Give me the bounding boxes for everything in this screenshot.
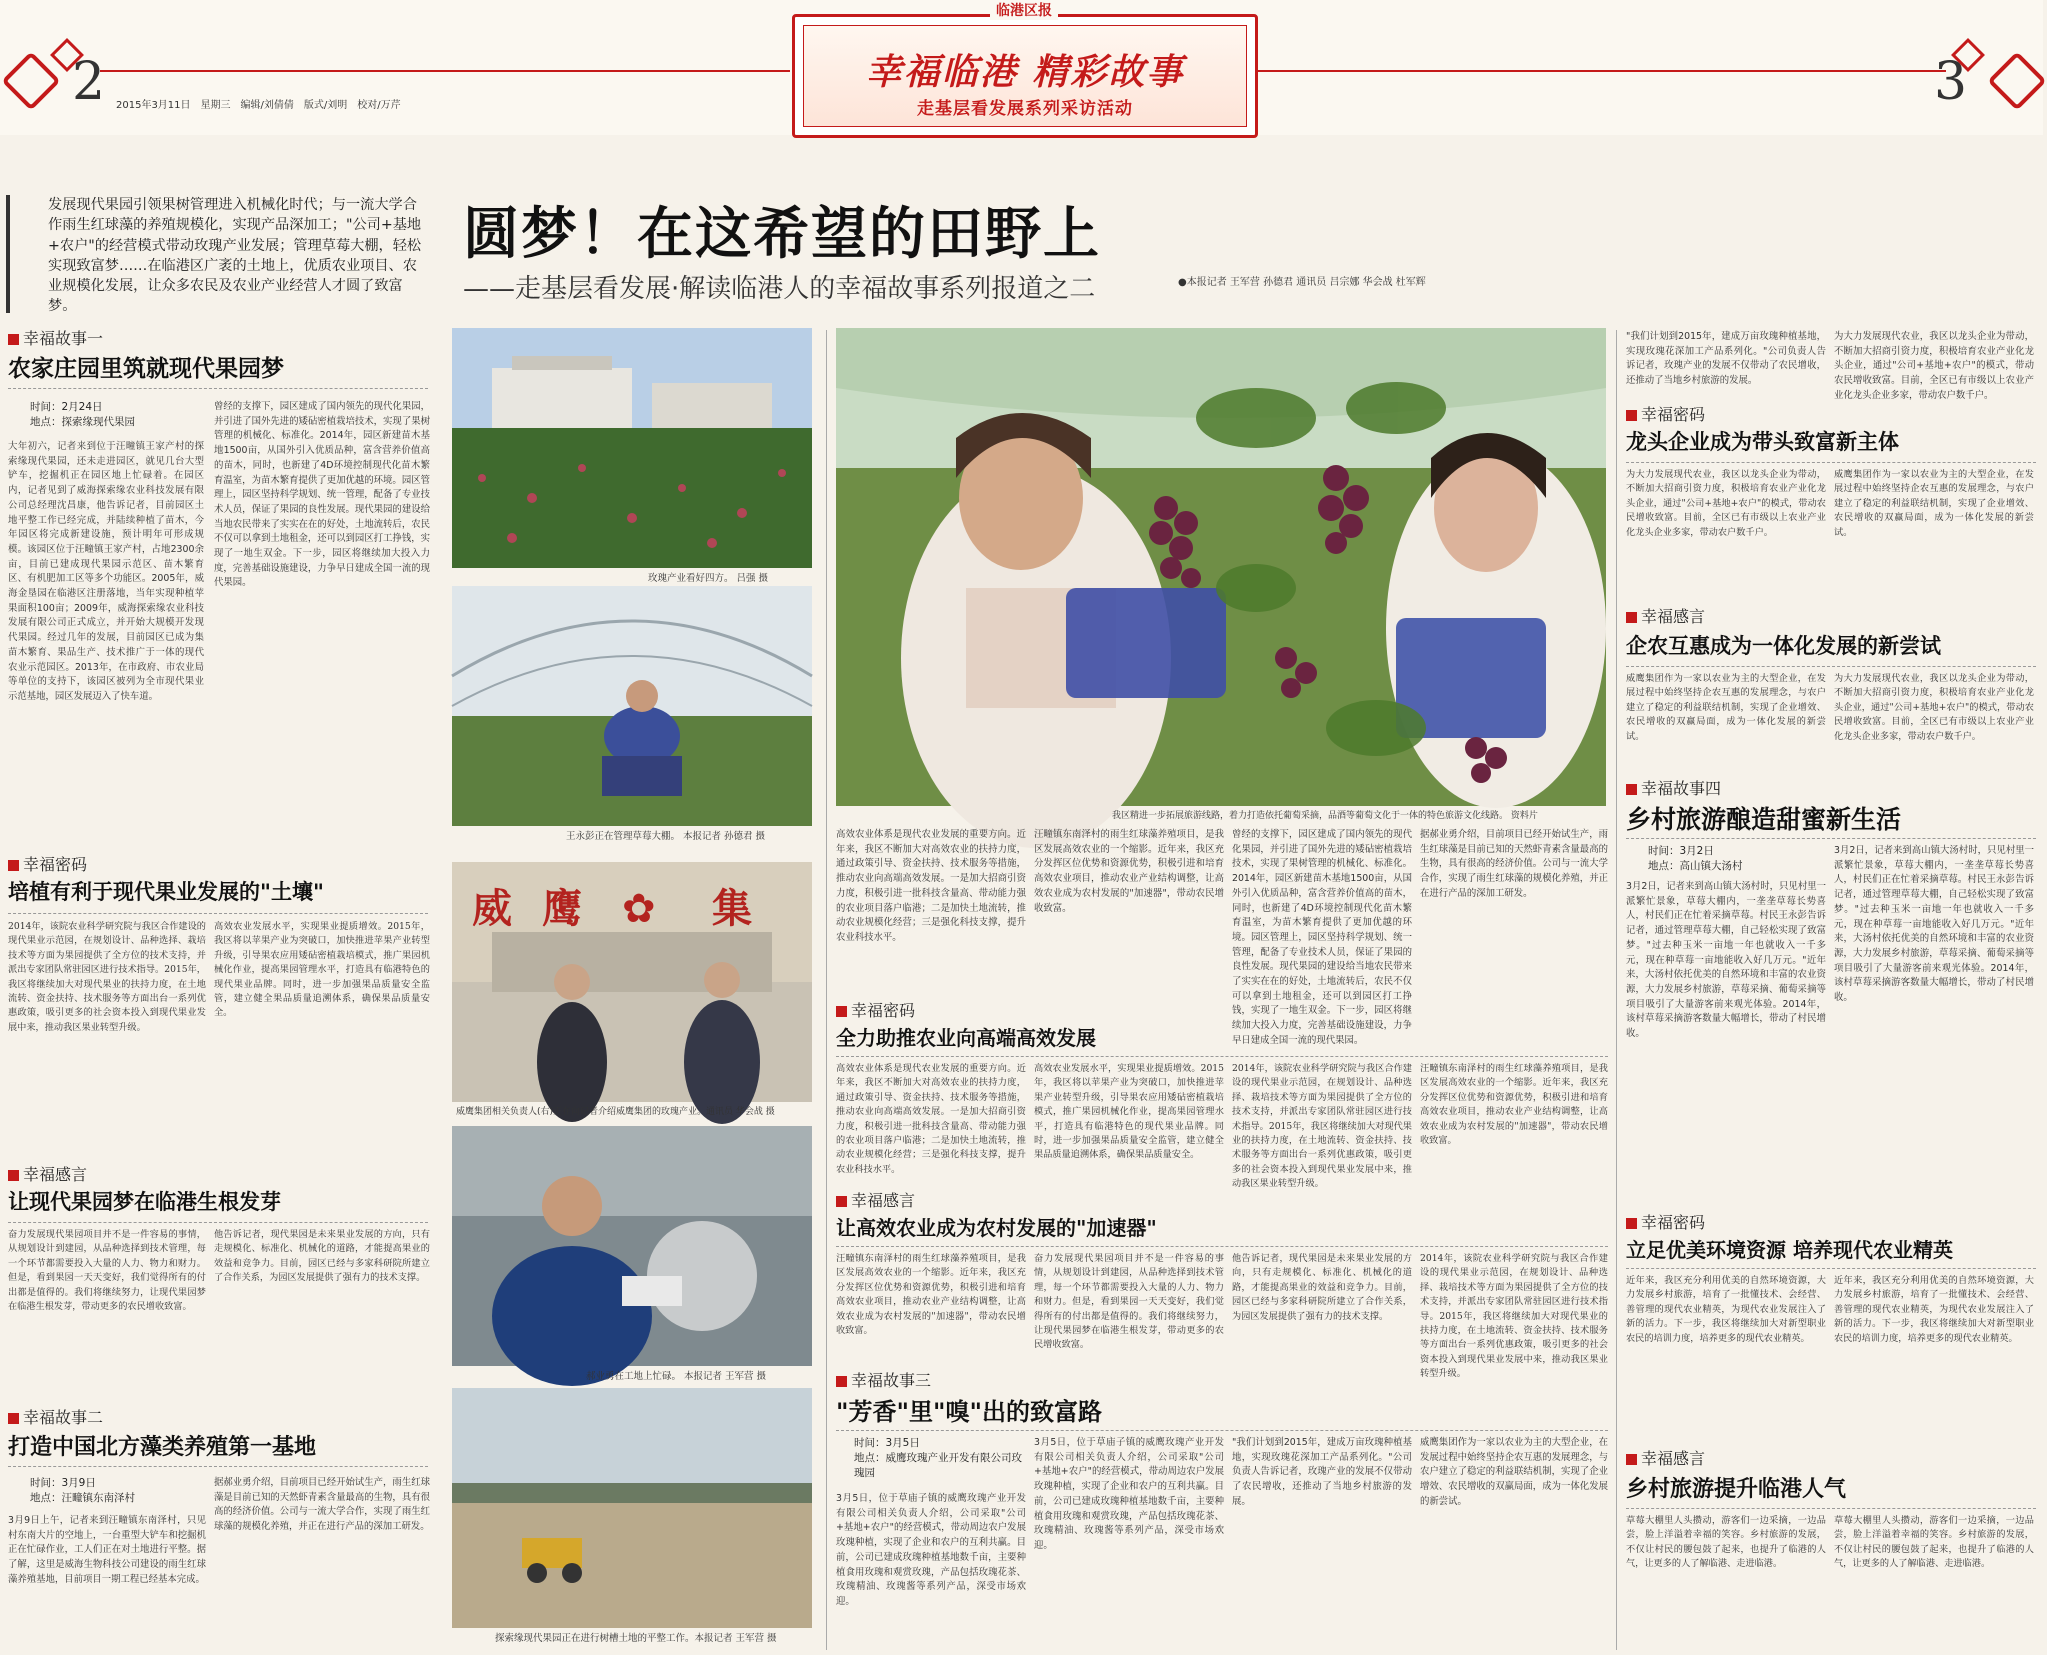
article-text: 为大力发展现代农业，我区以龙头企业为带动，不断加大招商引资力度，积极培育农业产业化龙头企业，通过"公司+基地+农户"的模式，带动农民增收致富。目前，全区已有市级以上农业产业化龙头企业多家，带动农户数千户。 <box>1626 469 1826 538</box>
column-divider <box>826 330 827 1650</box>
section-title: 全力助推农业向高端高效发展 <box>836 1026 1096 1050</box>
section-title: 让高效农业成为农村发展的"加速器" <box>836 1216 1157 1240</box>
article-text: 3月5日，位于草庙子镇的威鹰玫瑰产业开发有限公司相关负责人介绍，公司采取"公司+基地+农户"的经营模式，带动周边农户发展玫瑰种植，实现了企业和农户的互利共赢。目前，公司已建成玫瑰种植基地数千亩，主要种植食用玫瑰和观赏玫瑰，产品包括玫瑰花茶、玫瑰精油、玫瑰酱等系列产品，深受市场欢迎。 <box>1034 1437 1224 1551</box>
article-text: 威鹰集团作为一家以农业为主的大型企业，在发展过程中始终坚持企农互惠的发展理念，与农户建立了稳定的利益联结机制，实现了企业增效、农民增收的双赢局面，成为一体化发展的新尝试。 <box>1420 1437 1608 1507</box>
section-title: 农家庄园里筑就现代果园梦 <box>8 356 284 382</box>
section-kicker: 幸福感言 <box>1626 1446 1705 1469</box>
article-text: 曾经的支撑下，园区建成了国内领先的现代化果园，并引进了国外先进的矮砧密植栽培技术，实现了果树管理的机械化、标准化。2014年，园区新建苗木基地1500亩，从国外引入优质品种，富含营养价值高的苗木，同时，也新建了4D环境控制现代化苗木繁育温室，为苗木繁育提供了更加优越的环境。园区管理上，园区坚持科学规划、统一管理，配备了专业技术人员，保证了果园的良性发展。现代果园的建设给当地农民带来了实实在在的好处，土地流转后，农民不仅可以拿到土地租金，还可以到园区打工挣钱，实现了一地生双金。下一步，园区将继续加大投入力度，完善基础设施建设，力争早日建成全国一流的现代果园。 <box>1232 829 1412 1046</box>
photo-loader <box>452 1388 812 1628</box>
newspaper-logo: 临港区报 <box>990 0 1058 20</box>
svg-text:鹰: 鹰 <box>542 886 582 932</box>
byline: ●本报记者 王军营 孙德君 通讯员 吕宗娜 华会战 杜军辉 <box>1178 277 1426 288</box>
article-text: 3月5日，位于草庙子镇的威鹰玫瑰产业开发有限公司相关负责人介绍，公司采取"公司+基地+农户"的经营模式，带动周边农户发展玫瑰种植，实现了企业和农户的互利共赢。目前，公司已建成玫瑰种植基地数千亩，主要种植食用玫瑰和观赏玫瑰，产品包括玫瑰花茶、玫瑰精油、玫瑰酱等系列产品，深受市场欢迎。 <box>836 1493 1026 1607</box>
photo-caption: 探索缘现代果园正在进行树槽土地的平整工作。本报记者 王军营 摄 <box>495 1633 777 1644</box>
photo-weiying-group <box>452 862 812 1102</box>
page-number-left: 2 <box>72 52 106 112</box>
article-text: 高效农业发展水平，实现果业提质增效。2015年，我区将以苹果产业为突破口，加快推进苹果产业转型升级，引导果农应用矮砧密植栽培模式，推广果园机械化作业，提高果园管理水平，打造具有临港特色的现代果业品牌。同时，进一步加强果品质量安全监管，建立健全果品质量追溯体系，确保果品质量安全。 <box>214 921 430 1019</box>
photo-grape-picking <box>836 328 1606 806</box>
section-kicker: 幸福故事三 <box>836 1368 931 1391</box>
column-divider <box>1616 330 1617 1650</box>
article-text: 威鹰集团作为一家以农业为主的大型企业，在发展过程中始终坚持企农互惠的发展理念，与农户建立了稳定的利益联结机制，实现了企业增效、农民增收的双赢局面，成为一体化发展的新尝试。 <box>1626 673 1826 742</box>
article-text: 奋力发展现代果园项目并不是一件容易的事情，从规划设计到建园，从品种选择到技术管理，每一个环节都需要投入大量的人力、物力和财力。但是，看到果园一天天变好，我们觉得所有的付出都是值得的。我们将继续努力，让现代果园梦在临港生根发芽，带动更多的农民增收致富。 <box>1034 1253 1224 1351</box>
time-place: 时间：3月5日 地点：威鹰玫瑰产业开发有限公司玫瑰园 <box>854 1437 1022 1479</box>
section-title: "芳香"里"嗅"出的致富路 <box>836 1398 1103 1426</box>
section-title: 培植有利于现代果业发展的"土壤" <box>8 880 324 904</box>
article-text: 他告诉记者，现代果园是未来果业发展的方向，只有走规模化、标准化、机械化的道路，才能提高果业的效益和竞争力。目前，园区已经与多家科研院所建立了合作关系，为园区发展提供了强有力的技术支撑。 <box>1232 1253 1412 1322</box>
article-text: 曾经的支撑下，园区建成了国内领先的现代化果园，并引进了国外先进的矮砧密植栽培技术，实现了果树管理的机械化、标准化。2014年，园区新建苗木基地1500亩，从国外引入优质品种，富含营养价值高的苗木，同时，也新建了4D环境控制现代化苗木繁育温室，为苗木繁育提供了更加优越的环境。园区管理上，园区坚持科学规划、统一管理，配备了专业技术人员，保证了果园的良性发展。现代果园的建设给当地农民带来了实实在在的好处，土地流转后，农民不仅可以拿到土地租金，还可以到园区打工挣钱，实现了一地生双金。下一步，园区将继续加大投入力度，完善基础设施建设，力争早日建成全国一流的现代果园。 <box>214 401 430 589</box>
article-text: 高效农业发展水平，实现果业提质增效。2015年，我区将以苹果产业为突破口，加快推进苹果产业转型升级，引导果农应用矮砧密植栽培模式，推广果园机械化作业，提高果园管理水平，打造具有临港特色的现代果业品牌。同时，进一步加强果品质量安全监管，建立健全果品质量追溯体系，确保果品质量安全。 <box>1034 1063 1224 1161</box>
section-kicker: 幸福故事四 <box>1626 776 1721 799</box>
page-subheadline: ——走基层看发展·解读临港人的幸福故事系列报道之二 <box>463 274 1096 304</box>
article-text: 大年初六，记者来到位于汪疃镇王家产村的探索缘现代果园，还未走进园区，就见几台大型铲车，挖掘机正在园区地上忙碌着。在园区内，记者见到了威海探索缘农业科技发展有限公司总经理沈昌康，他告诉记者，目前园区土地平整工作已经完成，并陆续种植了苗木，今年园区将完成新建设施，预计明年可形成规模。该园区位于汪疃镇王家产村，占地2300余亩，目前已建成现代果园示范区、苗木繁育区、有机肥加工区等多个功能区。2005年，威海金垦园在临港区注册落地，当年实现种植苹果面积100亩；2009年，威海探索缘农业科技发展有限公司正式成立，并开始大规模开发现代果园。经过几年的发展，目前园区已成为集苗木繁育、果品生产、技术推广于一体的现代农业示范园区。2013年，在市政府、市农业局等单位的支持下，该园区被列为全市现代果业示范基地，园区发展迈入了快车道。 <box>8 441 204 702</box>
section-title: 让现代果园梦在临港生根发芽 <box>8 1190 281 1214</box>
article-text: 草莓大棚里人头攒动，游客们一边采摘，一边品尝，脸上洋溢着幸福的笑容。乡村旅游的发展，不仅让村民的腰包鼓了起来，也提升了临港的人气，让更多的人了解临港、走进临港。 <box>1834 1515 2034 1570</box>
time-place: 时间：2月24日 地点：探索缘现代果园 <box>30 401 135 428</box>
photo-saw-worker <box>452 1126 812 1366</box>
article-text: 2014年，该院农业科学研究院与我区合作建设的现代果业示范园，在规划设计、品种选择、栽培技术等方面为果园提供了全方位的技术支持，并派出专家团队常驻园区进行技术指导。2015年，我区将继续加大对现代果业的扶持力度，在土地流转、资金扶持、技术服务等方面出台一系列优惠政策，吸引更多的社会资本投入到现代果业发展中来，推动我区果业转型升级。 <box>8 921 206 1033</box>
section-title: 乡村旅游酿造甜蜜新生活 <box>1626 805 1902 834</box>
section-banner <box>792 14 1258 138</box>
photo-caption: 威鹰集团相关负责人(右)正在向记者介绍威鹰集团的玫瑰产业。通讯员 华会战 摄 <box>456 1107 775 1117</box>
article-text: 高效农业体系是现代农业发展的重要方向。近年来，我区不断加大对高效农业的扶持力度，通过政策引导、资金扶持、技术服务等措施，推动农业向高端高效发展。一是加大招商引资力度，积极引进一批科技含量高、带动能力强的农业项目落户临港；二是加快土地流转，推动农业规模化经营；三是强化科技支撑，提升农业科技水平。 <box>836 829 1026 943</box>
article-text: 他告诉记者，现代果园是未来果业发展的方向，只有走规模化、标准化、机械化的道路，才能提高果业的效益和竞争力。目前，园区已经与多家科研院所建立了合作关系，为园区发展提供了强有力的技术支撑。 <box>214 1229 430 1284</box>
masthead-rule-right <box>1256 70 1946 72</box>
section-title: 立足优美环境资源 培养现代农业精英 <box>1626 1238 1953 1262</box>
dashed-rule <box>8 1466 428 1467</box>
article-text: 汪疃镇东南泽村的雨生红球藻养殖项目，是我区发展高效农业的一个缩影。近年来，我区充分发挥区位优势和资源优势，积极引进和培育高效农业项目，推动农业产业结构调整，让高效农业成为农村发展的"加速器"，带动农民增收致富。 <box>1420 1063 1608 1147</box>
article-text: 近年来，我区充分利用优美的自然环境资源，大力发展乡村旅游，培育了一批懂技术、会经营、善管理的现代农业精英，为现代农业发展注入了新的活力。下一步，我区将继续加大对新型职业农民的培训力度，培养更多的现代农业精英。 <box>1626 1275 1826 1344</box>
masthead-rule-left <box>100 70 790 72</box>
article-text: "我们计划到2015年，建成万亩玫瑰种植基地，实现玫瑰花深加工产品系列化。"公司负责人告诉记者，玫瑰产业的发展不仅带动了农民增收，还推动了当地乡村旅游的发展。 <box>1232 1437 1412 1507</box>
article-text: 据郝业勇介绍，目前项目已经开始试生产，雨生红球藻是目前已知的天然虾青素含量最高的生物，具有很高的经济价值。公司与一流大学合作，实现了雨生红球藻的规模化养殖，并正在进行产品的深加工研发。 <box>214 1477 430 1533</box>
dashed-rule <box>836 1246 1608 1247</box>
article-text: 威鹰集团作为一家以农业为主的大型企业，在发展过程中始终坚持企农互惠的发展理念，与农户建立了稳定的利益联结机制，实现了企业增效、农民增收的双赢局面，成为一体化发展的新尝试。 <box>1834 469 2034 538</box>
article-text: 2014年，该院农业科学研究院与我区合作建设的现代果业示范园，在规划设计、品种选择、栽培技术等方面为果园提供了全方位的技术支持，并派出专家团队常驻园区进行技术指导。2015年，我区将继续加大对现代果业的扶持力度，在土地流转、资金扶持、技术服务等方面出台一系列优惠政策，吸引更多的社会资本投入到现代果业发展中来，推动我区果业转型升级。 <box>1232 1063 1412 1190</box>
dashed-rule <box>836 1056 1608 1057</box>
article-text: 高效农业体系是现代农业发展的重要方向。近年来，我区不断加大对高效农业的扶持力度，通过政策引导、资金扶持、技术服务等措施，推动农业向高端高效发展。一是加大招商引资力度，积极引进一批科技含量高、带动能力强的农业项目落户临港；二是加快土地流转，推动农业规模化经营；三是强化科技支撑，提升农业科技水平。 <box>836 1063 1026 1175</box>
section-title: 乡村旅游提升临港人气 <box>1626 1477 1847 1502</box>
article-text: 为大力发展现代农业，我区以龙头企业为带动，不断加大招商引资力度，积极培育农业产业化龙头企业，通过"公司+基地+农户"的模式，带动农民增收致富。目前，全区已有市级以上农业产业化龙头企业多家，带动农户数千户。 <box>1834 331 2034 401</box>
page-headline: 圆梦！在这希望的田野上 <box>463 202 1101 267</box>
intro-summary: 发展现代果园引领果树管理进入机械化时代；与一流大学合作雨生红球藻的养殖规模化，实现产品深加工；"公司+基地+农户"的经营模式带动玫瑰产业发展；管理草莓大棚，轻松实现致富梦……在临港区广袤的土地上，优质农业项目、农业规模化发展，让众多农民及农业产业经营人才圆了致富梦。 <box>6 195 426 313</box>
svg-text:集: 集 <box>712 886 752 932</box>
dashed-rule <box>8 913 428 914</box>
article-text: 汪疃镇东南泽村的雨生红球藻养殖项目，是我区发展高效农业的一个缩影。近年来，我区充分发挥区位优势和资源优势，积极引进和培育高效农业项目，推动农业产业结构调整，让高效农业成为农村发展的"加速器"，带动农民增收致富。 <box>836 1253 1026 1337</box>
article-text: 近年来，我区充分利用优美的自然环境资源，大力发展乡村旅游，培育了一批懂技术、会经营、善管理的现代农业精英，为现代农业发展注入了新的活力。下一步，我区将继续加大对新型职业农民的培训力度，培养更多的现代农业精英。 <box>1834 1275 2034 1344</box>
section-title: 龙头企业成为带头致富新主体 <box>1626 430 1899 454</box>
article-text: 3月2日，记者来到高山镇大汤村时，只见村里一派繁忙景象，草莓大棚内，一垄垄草莓长势喜人，村民们正在忙着采摘草莓。村民王永彭告诉记者，通过管理草莓大棚，自己轻松实现了致富梦。"过去种玉米一亩地一年也就收入一千多元，现在种草莓一亩地能收入好几万元。"近年来，大汤村依托优美的自然环境和丰富的农业资源，大力发展乡村旅游，草莓采摘、葡萄采摘等项目吸引了大量游客前来观光体验。2014年，该村草莓采摘游客数量大幅增长，带动了村民增收。 <box>1834 845 2034 1004</box>
issue-meta: 2015年3月11日 星期三 编辑/刘倩倩 版式/刘明 校对/万芹 <box>116 100 401 111</box>
dashed-rule <box>8 1222 428 1223</box>
article-text: 3月9日上午，记者来到汪疃镇东南泽村，只见村东南大片的空地上，一台重型大铲车和挖掘机正在忙碌作业，工人们正在对土地进行平整。据了解，这里是威海生物科技公司建设的雨生红球藻养殖基地，目前项目一期工程已经基本完成。 <box>8 1515 206 1585</box>
section-title: 企农互惠成为一体化发展的新尝试 <box>1626 634 1941 658</box>
photo-caption: 王永彭正在管理草莓大棚。 本报记者 孙德君 摄 <box>566 831 766 842</box>
section-kicker: 幸福密码 <box>836 998 915 1021</box>
dashed-rule <box>8 388 428 389</box>
section-kicker: 幸福密码 <box>1626 402 1705 425</box>
article-text: "我们计划到2015年，建成万亩玫瑰种植基地，实现玫瑰花深加工产品系列化。"公司负责人告诉记者，玫瑰产业的发展不仅带动了农民增收，还推动了当地乡村旅游的发展。 <box>1626 331 1826 387</box>
article-text: 据郝业勇介绍，目前项目已经开始试生产，雨生红球藻是目前已知的天然虾青素含量最高的生物，具有很高的经济价值。公司与一流大学合作，实现了雨生红球藻的规模化养殖，并正在进行产品的深加工研发。 <box>1420 829 1608 899</box>
time-place: 时间：3月2日 地点：高山镇大汤村 <box>1648 845 1743 872</box>
photo-caption: 我区精进一步拓展旅游线路，着力打造依托葡萄采摘，品酒等葡萄文化于一体的特色旅游文化线路。 资料片 <box>1112 811 1538 821</box>
banner-subtitle: 走基层看发展系列采访活动 <box>917 99 1133 119</box>
section-kicker: 幸福故事二 <box>8 1405 103 1428</box>
section-kicker: 幸福感言 <box>8 1162 87 1185</box>
photo-rose-field <box>452 328 812 568</box>
article-text: 汪疃镇东南泽村的雨生红球藻养殖项目，是我区发展高效农业的一个缩影。近年来，我区充分发挥区位优势和资源优势，积极引进和培育高效农业项目，推动农业产业结构调整，让高效农业成为农村发展的"加速器"，带动农民增收致富。 <box>1034 829 1224 914</box>
section-kicker: 幸福感言 <box>836 1188 915 1211</box>
time-place: 时间：3月9日 地点：汪疃镇东南泽村 <box>30 1477 135 1504</box>
article-text: 奋力发展现代果园项目并不是一件容易的事情，从规划设计到建园，从品种选择到技术管理，每一个环节都需要投入大量的人力、物力和财力。但是，看到果园一天天变好，我们觉得所有的付出都是值得的。我们将继续努力，让现代果园梦在临港生根发芽，带动更多的农民增收致富。 <box>8 1229 206 1313</box>
dashed-rule <box>1626 838 2036 839</box>
banner-title: 幸福临港 精彩故事 <box>865 52 1185 93</box>
svg-text:威: 威 <box>472 886 512 932</box>
photo-greenhouse <box>452 586 812 826</box>
section-kicker: 幸福感言 <box>1626 604 1705 627</box>
photo-caption: 郝业勇在工地上忙碌。 本报记者 王军营 摄 <box>586 1371 767 1382</box>
dashed-rule <box>1626 462 2036 463</box>
article-text: 草莓大棚里人头攒动，游客们一边采摘，一边品尝，脸上洋溢着幸福的笑容。乡村旅游的发展，不仅让村民的腰包鼓了起来，也提升了临港的人气，让更多的人了解临港、走进临港。 <box>1626 1515 1826 1570</box>
dashed-rule <box>1626 666 2036 667</box>
article-text: 2014年，该院农业科学研究院与我区合作建设的现代果业示范园，在规划设计、品种选择、栽培技术等方面为果园提供了全方位的技术支持，并派出专家团队常驻园区进行技术指导。2015年，我区将继续加大对现代果业的扶持力度，在土地流转、资金扶持、技术服务等方面出台一系列优惠政策，吸引更多的社会资本投入到现代果业发展中来，推动我区果业转型升级。 <box>1420 1253 1608 1380</box>
section-title: 打造中国北方藻类养殖第一基地 <box>8 1435 317 1460</box>
photo-caption: 玫瑰产业看好四方。 吕强 摄 <box>648 573 769 584</box>
dashed-rule <box>1626 1508 2036 1509</box>
article-text: 为大力发展现代农业，我区以龙头企业为带动，不断加大招商引资力度，积极培育农业产业化龙头企业，通过"公司+基地+农户"的模式，带动农民增收致富。目前，全区已有市级以上农业产业化龙头企业多家，带动农户数千户。 <box>1834 673 2034 742</box>
section-kicker: 幸福密码 <box>8 852 87 875</box>
section-kicker: 幸福故事一 <box>8 326 103 349</box>
dashed-rule <box>1626 1268 2036 1269</box>
article-text: 3月2日，记者来到高山镇大汤村时，只见村里一派繁忙景象，草莓大棚内，一垄垄草莓长势喜人，村民们正在忙着采摘草莓。村民王永彭告诉记者，通过管理草莓大棚，自己轻松实现了致富梦。"过去种玉米一亩地一年也就收入一千多元，现在种草莓一亩地能收入好几万元。"近年来，大汤村依托优美的自然环境和丰富的农业资源，大力发展乡村旅游，草莓采摘、葡萄采摘等项目吸引了大量游客前来观光体验。2014年，该村草莓采摘游客数量大幅增长，带动了村民增收。 <box>1626 881 1826 1040</box>
section-kicker: 幸福密码 <box>1626 1210 1705 1233</box>
svg-text:✿: ✿ <box>622 886 656 932</box>
dashed-rule <box>836 1430 1608 1431</box>
page-number-right: 3 <box>1934 52 1968 112</box>
